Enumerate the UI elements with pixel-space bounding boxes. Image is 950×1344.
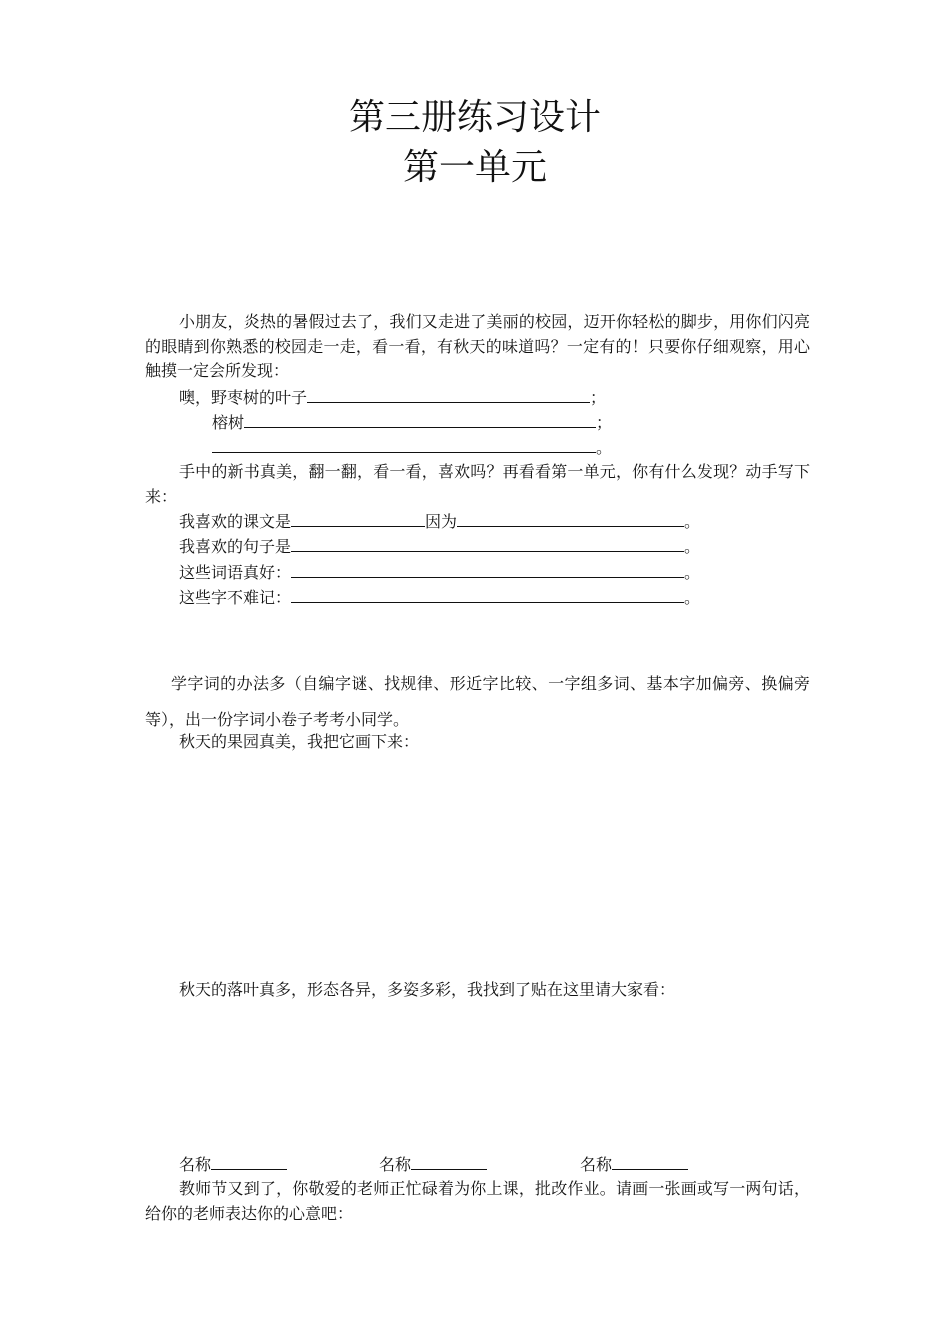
- observe-line-2-label: 榕树: [212, 413, 245, 432]
- answer-blank-sentence[interactable]: [291, 533, 684, 552]
- observe-line-1-label: 噢，野枣树的叶子: [179, 388, 308, 407]
- leaf-name-2-label: 名称: [379, 1155, 412, 1174]
- favorite-sentence-line: [179, 533, 700, 559]
- favorite-sentence-end: 。: [684, 537, 701, 556]
- observe-line-2-end: ；: [596, 413, 613, 432]
- orchard-instruction: 秋天的果园真美，我把它画下来：: [179, 732, 420, 751]
- favorite-text-end: 。: [684, 512, 701, 531]
- observe-line-2: [212, 409, 612, 435]
- good-words-label: 这些词语真好：: [179, 563, 292, 582]
- book-paragraph: 手中的新书真美，翻一翻，看一看，喜欢吗？再看看第一单元，你有什么发现？动手写下来：: [145, 462, 810, 506]
- answer-blank-reason[interactable]: [457, 508, 684, 527]
- answer-blank-leaf-3[interactable]: [612, 1151, 688, 1170]
- answer-blank-extra[interactable]: [212, 434, 596, 453]
- teacher-paragraph: 教师节又到了，你敬爱的老师正忙碌着为你上课，批改作业。请画一张画或写一两句话，给你的老师表达你的心意吧：: [145, 1179, 810, 1223]
- answer-blank-leaf-2[interactable]: [411, 1151, 487, 1170]
- orchard-drawing-area[interactable]: [145, 760, 810, 970]
- leaf-name-1-label: 名称: [179, 1155, 212, 1174]
- intro-paragraph: 小朋友，炎热的暑假过去了，我们又走进了美丽的校园，迈开你轻松的脚步，用你们闪亮的眼睛到你熟悉的校园走一走，看一看，有秋天的味道吗？一定有的！只要你仔细观察，用心触摸一定会所发现：: [145, 312, 810, 380]
- study-paragraph: 学字词的办法多（自编字谜、找规律、形近字比较、一字组多词、基本字加偏旁、换偏旁等），出一份字词小卷子考考小同学。: [145, 674, 810, 729]
- page-title: 第三册练习设计: [348, 97, 601, 138]
- favorite-text-line: [179, 508, 700, 534]
- unit-title: 第一单元: [402, 147, 547, 188]
- leaf-name-1: [179, 1151, 287, 1177]
- observe-line-3: [212, 434, 612, 460]
- easy-chars-end: 。: [684, 588, 701, 607]
- easy-chars-label: 这些字不难记：: [179, 588, 292, 607]
- leaf-name-3: [580, 1151, 688, 1177]
- answer-blank-text[interactable]: [291, 508, 425, 527]
- leaves-paste-area[interactable]: [145, 1008, 810, 1148]
- easy-chars-line: [179, 584, 700, 610]
- observe-line-1-end: ；: [590, 388, 607, 407]
- favorite-sentence-label: 我喜欢的句子是: [179, 537, 292, 556]
- answer-blank-banyan[interactable]: [244, 409, 596, 428]
- leaves-instruction: 秋天的落叶真多，形态各异，多姿多彩，我找到了贴在这里请大家看：: [179, 980, 676, 999]
- answer-blank-chars[interactable]: [291, 584, 684, 603]
- because-label: 因为: [425, 512, 458, 531]
- leaf-name-3-label: 名称: [580, 1155, 613, 1174]
- answer-blank-leaf-1[interactable]: [211, 1151, 287, 1170]
- leaf-name-2: [379, 1151, 487, 1177]
- good-words-end: 。: [684, 563, 701, 582]
- favorite-text-label: 我喜欢的课文是: [179, 512, 292, 531]
- answer-blank-words[interactable]: [291, 559, 684, 578]
- answer-blank-jujube[interactable]: [307, 384, 590, 403]
- observe-line-3-end: 。: [596, 438, 613, 457]
- good-words-line: [179, 559, 700, 585]
- observe-line-1: [179, 384, 606, 410]
